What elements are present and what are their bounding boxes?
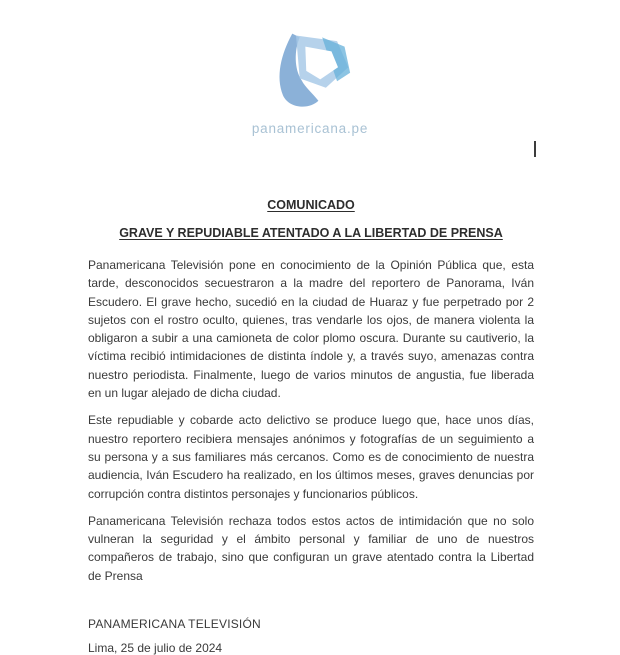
document-title: COMUNICADO [267,198,355,212]
dateline: Lima, 25 de julio de 2024 [88,641,223,655]
document-content [88,198,534,655]
panamericana-logo-icon [268,28,352,112]
paragraph-3: Panamericana Televisión rechaza todos estos actos de intimidación que no solo vulneran la seguridad y el ámbito personal y familiar de uno de nuestros compañeros de trabajo, sino que configuran un grave atentado contra la Libertad de Prensa [88,513,534,583]
text-cursor-icon[interactable] [534,141,536,157]
paragraph-2: Este repudiable y cobarde acto delictivo se produce luego que, hace unos días, nuestro reportero recibiera mensajes anónimos y fotografías de un seguimiento a su persona y a sus familiares más cercanos. Como es de conocimiento de nuestra audiencia, Iván Escudero ha realizado, en los últimos meses, graves denuncias por corrupción contra distintos personajes y funcionarios públicos. [88,413,534,501]
logo-block [230,28,390,136]
paragraph-1: Panamericana Televisión pone en conocimiento de la Opinión Pública que, esta tarde, desconocidos secuestraron a la madre del reportero de Panorama, Iván Escudero. El grave hecho, sucedió en la ciudad de Huaraz y fue perpetrado por 2 sujetos con el rostro oculto, quienes, tras vendarle los ojos, de manera violenta la obligaron a subir a una camioneta de color plomo oscura. Durante su cautiverio, la víctima recibió intimidaciones de distinta índole y, a través suyo, amenazas contra nuestro periodista. Finalmente, luego de varios minutos de angustia, fue liberada en un lugar alejado de dicha ciudad. [88,258,534,401]
signature-line: PANAMERICANA TELEVISIÓN [88,617,261,632]
document-subtitle: GRAVE Y REPUDIABLE ATENTADO A LA LIBERTAD DE PRENSA [119,226,503,240]
logo-site-label: panamericana.pe [251,121,369,136]
